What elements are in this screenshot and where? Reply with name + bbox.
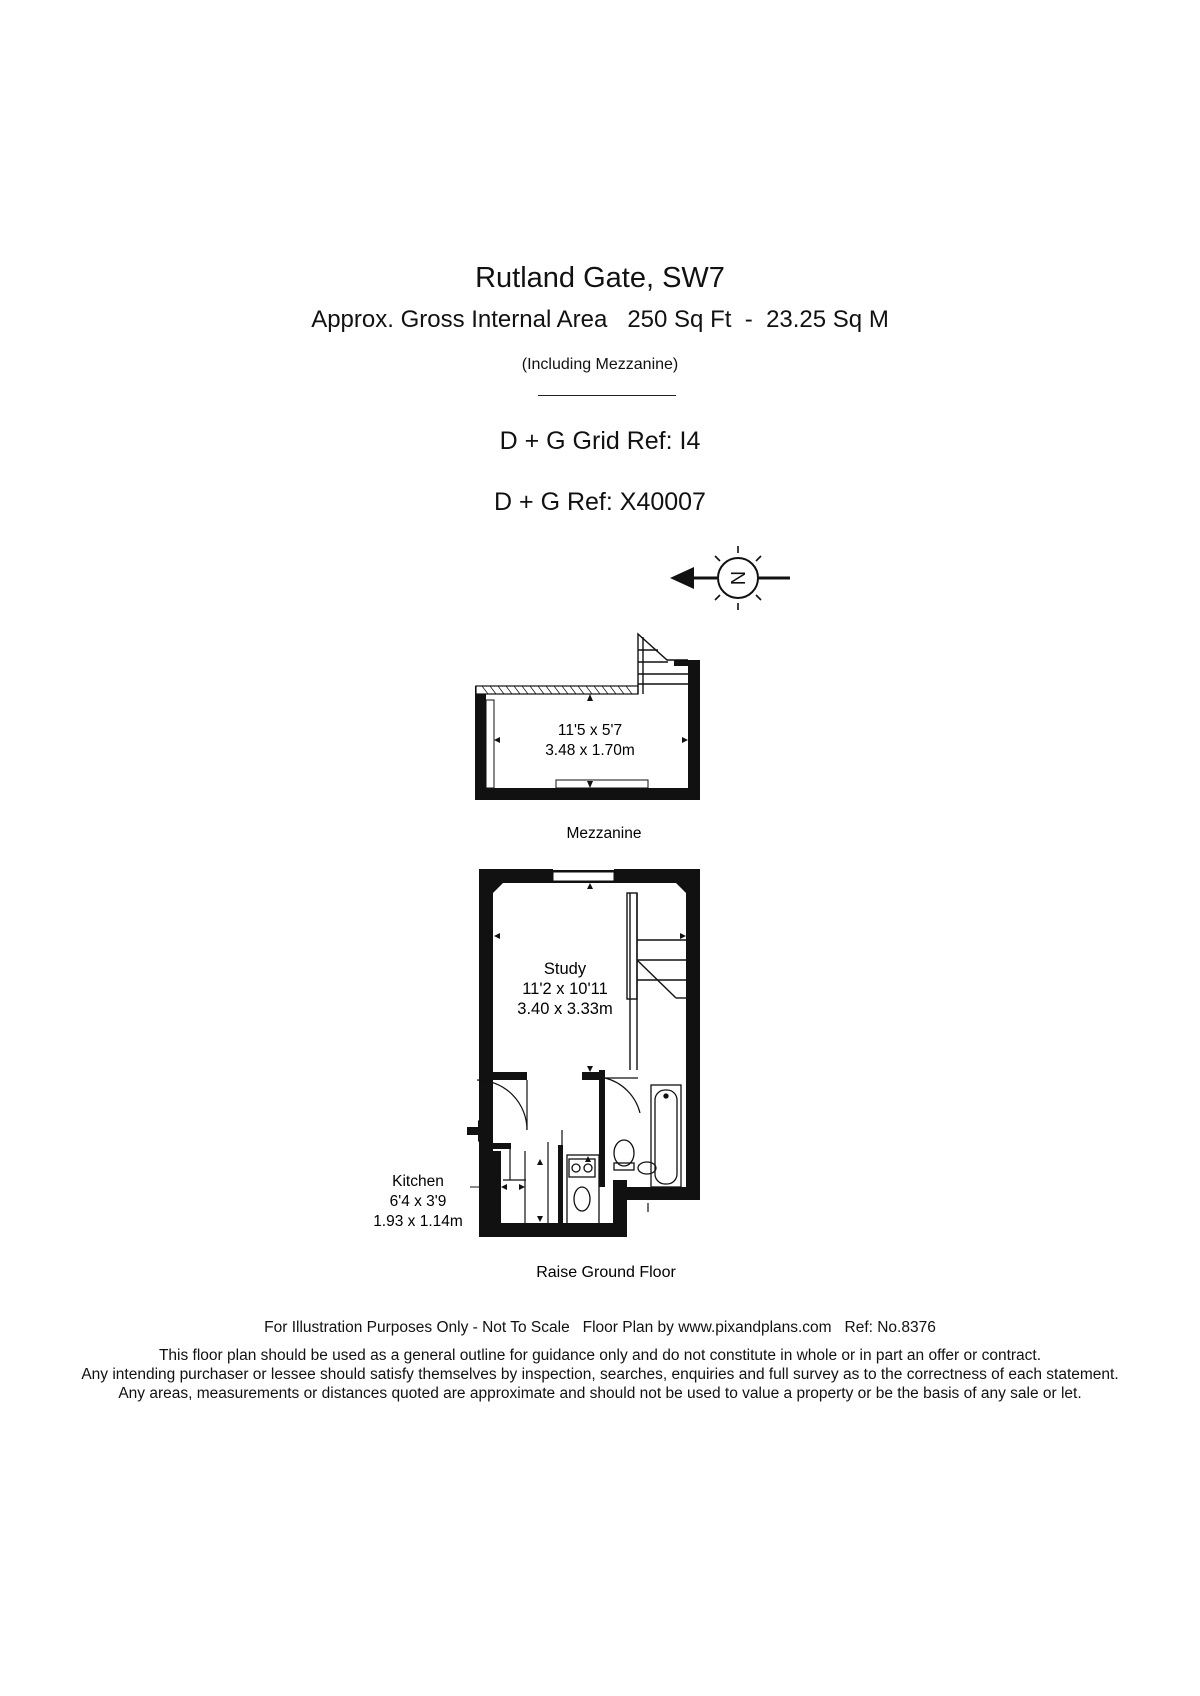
compass-north-arrow-icon — [670, 546, 790, 610]
mezzanine-dim-imperial: 11'5 x 5'7 — [557, 722, 623, 739]
kitchen-fixtures — [567, 1155, 599, 1227]
ground-floor-plan — [373, 869, 700, 1281]
bathroom-fixtures — [614, 1085, 681, 1187]
kitchen-label: Kitchen — [392, 1173, 444, 1190]
mezzanine-wall-bottom — [475, 788, 700, 800]
study-label: Study — [543, 960, 587, 978]
compass-letter: N — [728, 570, 750, 586]
mezzanine-plan — [475, 634, 700, 842]
illustration-note: For Illustration Purposes Only - Not To Scale Floor Plan by www.pixandplans.com Ref: No.8376 — [264, 1319, 936, 1336]
mezzanine-wall-right — [688, 660, 700, 800]
area-note: (Including Mezzanine) — [521, 356, 679, 373]
disclaimer-line-2: Any intending purchaser or lessee should satisfy themselves by inspection, searches, enquiries and full survey as to the correctness of each statement. — [81, 1366, 1119, 1383]
study-window — [553, 872, 614, 881]
gross-internal-area: Approx. Gross Internal Area 250 Sq Ft - 23.25 Sq M — [311, 306, 889, 333]
study-dim-imperial: 11'2 x 10'11 — [522, 980, 608, 998]
ground-floor-label: Raise Ground Floor — [536, 1264, 676, 1281]
ground-stair — [627, 893, 686, 1070]
mezzanine-wall-left — [475, 686, 486, 800]
property-reference: D + G Ref: X40007 — [494, 488, 706, 516]
mezzanine-label: Mezzanine — [566, 825, 642, 842]
kitchen-dim-metric: 1.93 x 1.14m — [373, 1213, 463, 1230]
disclaimer-line-1: This floor plan should be used as a general outline for guidance only and do not constitute in whole or in part an offer or contract. — [158, 1347, 1042, 1364]
property-title: Rutland Gate, SW7 — [475, 262, 725, 294]
grid-reference: D + G Grid Ref: I4 — [499, 427, 701, 455]
kitchen-dim-imperial: 6'4 x 3'9 — [389, 1193, 447, 1210]
study-dim-metric: 3.40 x 3.33m — [517, 1000, 613, 1018]
mezzanine-dim-metric: 3.48 x 1.70m — [545, 742, 635, 759]
disclaimer-line-3: Any areas, measurements or distances quoted are approximate and should not be used to value a property or be the basis of any sale or let. — [118, 1385, 1082, 1402]
